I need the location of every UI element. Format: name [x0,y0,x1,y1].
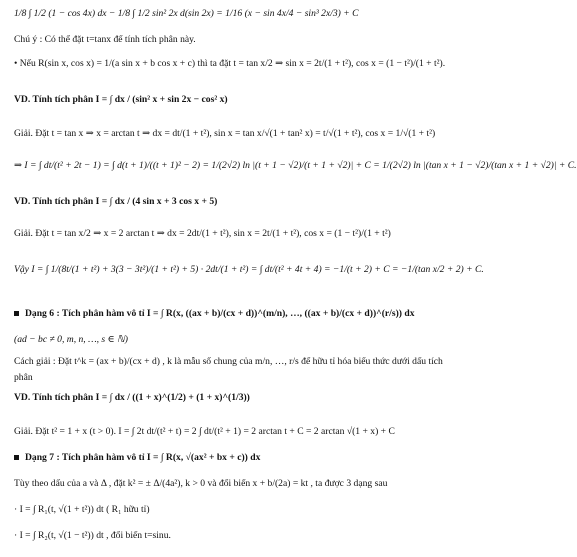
text-line [14,356,443,368]
text-line [14,334,404,346]
text-line [14,392,404,404]
line-text: · I = ∫ R₂(t, √(1 − t²)) dt , đổi biến t=sinu. [14,530,171,541]
line-text: Dạng 6 : Tích phân hàm vô tỉ I = ∫ R(x, ((ax + b)/(cx + d))^(m/n), …, ((ax + b)/(cx + d))^(r/s)) dx [25,308,415,319]
text-line [14,196,404,208]
line-text: (ad − bc ≠ 0, m, n, …, s ∈ ℕ) [14,334,128,345]
text-line [14,128,436,140]
line-text: Tùy theo dấu của a và Δ , đặt k² = ± Δ/(4a²), k > 0 và đổi biến x + b/(2a) = kt , ta được 3 dạng sau [14,478,388,489]
square-bullet-icon [14,455,19,460]
text-line [14,452,404,464]
text-line [14,94,404,106]
text-line [14,264,484,276]
text-line [14,478,404,490]
line-text: Cách giải : Đặt t^k = (ax + b)/(cx + d) , k là mẫu số chung của m/n, …, r/s để hữu tỉ hóa biểu thức dưới dấu tích [14,356,443,367]
line-text: ⇒ I = ∫ dt/(t² + 2t − 1) = ∫ d(t + 1)/((t + 1)² − 2) = 1/(2√2) ln |(t + 1 − √2)/(t + 1 + √2)| + C = 1/(2√2) ln |(tan x + 1 − √2)/(tan x + 1 + √2)| + C. [14,160,577,171]
line-text: Giải. Đặt t = tan x ⇒ x = arctan t ⇒ dx = dt/(1 + t²), sin x = tan x/√(1 + tan² x) = t/√(1 + t²), cos x = 1/√(1 + t²) [14,128,436,139]
line-text: Dạng 7 : Tích phân hàm vô tỉ I = ∫ R(x, √(ax² + bx + c)) dx [25,452,261,463]
text-line [14,504,404,516]
line-text: Giải. Đặt t² = 1 + x (t > 0). I = ∫ 2t dt/(t² + t) = 2 ∫ dt/(t² + 1) = 2 arctan t + C = 2 arctan √(1 + x) + C [14,426,395,437]
line-text: Vậy I = ∫ 1/(8t/(1 + t²) + 3(3 − 3t²)/(1 + t²) + 5) · 2dt/(1 + t²) = ∫ dt/(t² + 4t + 4) = −1/(t + 2) + C = −1/(tan x/2 + 2) + C. [14,264,484,275]
line-text: Chú ý : Có thể đặt t=tanx để tính tích phân này. [14,34,196,45]
line-text: 1/8 ∫ 1/2 (1 − cos 4x) dx − 1/8 ∫ 1/2 sin² 2x d(sin 2x) = 1/16 (x − sin 4x/4 − sin³ 2x/3) + C [14,8,359,19]
text-line [14,8,404,20]
line-text: VD. Tính tích phân I = ∫ dx / (4 sin x + 3 cos x + 5) [14,196,218,207]
text-line [14,426,404,438]
line-text: VD. Tính tích phân I = ∫ dx / ((1 + x)^(1/2) + (1 + x)^(1/3)) [14,392,250,403]
line-text: phân [14,372,33,383]
text-line [14,530,404,542]
text-line [14,160,577,172]
square-bullet-icon [14,311,19,316]
line-text: • Nếu R(sin x, cos x) = 1/(a sin x + b cos x + c) thì ta đặt t = tan x/2 ⇒ sin x = 2t/(1 + t²), cos x = (1 − t²)/(1 + t²). [14,58,446,69]
line-text: VD. Tính tích phân I = ∫ dx / (sin² x + sin 2x − cos² x) [14,94,228,105]
text-line [14,58,446,70]
text-line [14,34,404,46]
line-text: · I = ∫ R₁(t, √(1 + t²)) dt ( R₁ hữu tỉ) [14,504,150,515]
line-text: Giải. Đặt t = tan x/2 ⇒ x = 2 arctan t ⇒ dx = 2dt/(1 + t²), sin x = 2t/(1 + t²), cos x = (1 − t²)/(1 + t²) [14,228,391,239]
text-line [14,372,404,384]
text-line [14,228,404,240]
text-line [14,308,415,320]
